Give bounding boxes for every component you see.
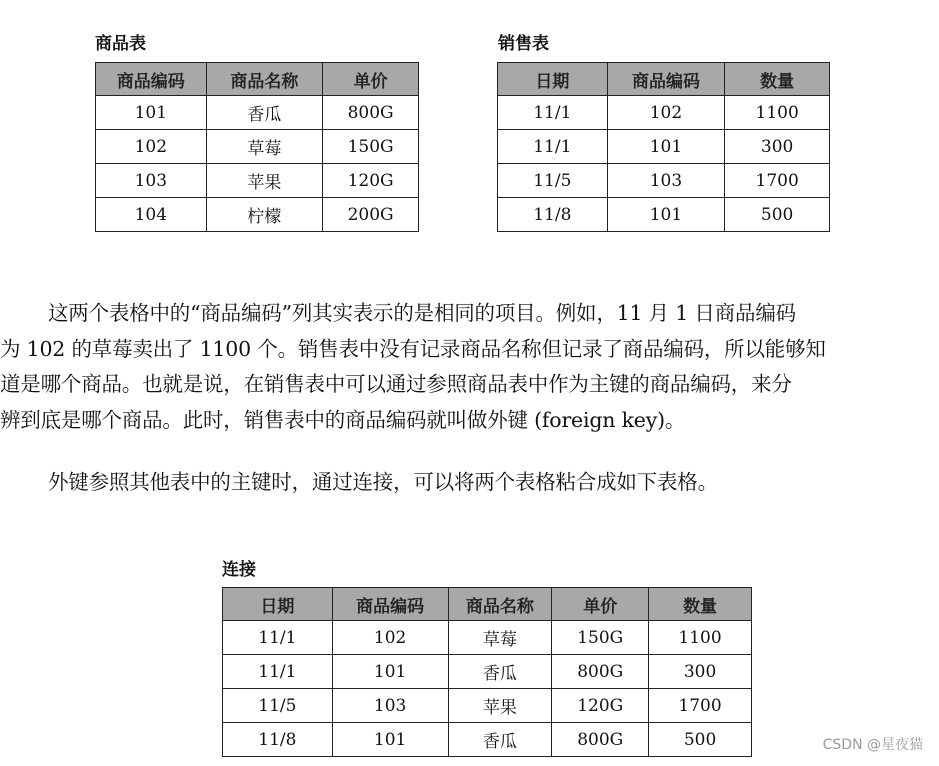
table-cell: 11/5 bbox=[498, 164, 608, 198]
body-paragraph-2 bbox=[0, 465, 939, 501]
table-cell: 800G bbox=[552, 655, 649, 689]
table-cell: 香瓜 bbox=[448, 655, 552, 689]
table-row bbox=[96, 164, 419, 198]
table-cell: 800G bbox=[552, 723, 649, 757]
paragraph-line: 道是哪个商品。也就是说，在销售表中可以通过参照商品表中作为主键的商品编码，来分 bbox=[0, 372, 792, 396]
table-cell: 11/1 bbox=[223, 621, 333, 655]
table-cell: 柠檬 bbox=[206, 198, 323, 232]
column-header: 日期 bbox=[223, 588, 333, 621]
table-cell: 11/1 bbox=[498, 96, 608, 130]
table-cell: 草莓 bbox=[448, 621, 552, 655]
table-cell: 500 bbox=[649, 723, 752, 757]
sales-table bbox=[497, 62, 830, 232]
table-row bbox=[96, 198, 419, 232]
table-cell: 苹果 bbox=[206, 164, 323, 198]
table-cell: 11/5 bbox=[223, 689, 333, 723]
table-row bbox=[223, 621, 752, 655]
table-cell: 苹果 bbox=[448, 689, 552, 723]
table-cell: 150G bbox=[323, 130, 419, 164]
body-paragraph-1 bbox=[0, 296, 939, 438]
column-header: 商品编码 bbox=[332, 588, 448, 621]
sales-table-caption: 销售表 bbox=[498, 34, 549, 54]
column-header: 单价 bbox=[323, 63, 419, 96]
watermark-text: CSDN @星夜猫 bbox=[822, 737, 923, 753]
column-header: 日期 bbox=[498, 63, 608, 96]
table-cell: 102 bbox=[607, 96, 725, 130]
table-cell: 101 bbox=[607, 198, 725, 232]
table-cell: 300 bbox=[649, 655, 752, 689]
products-table bbox=[95, 62, 419, 232]
table-cell: 11/8 bbox=[223, 723, 333, 757]
column-header: 商品编码 bbox=[96, 63, 207, 96]
table-cell: 500 bbox=[725, 198, 830, 232]
table-cell: 200G bbox=[323, 198, 419, 232]
table-row bbox=[223, 689, 752, 723]
table-cell: 103 bbox=[607, 164, 725, 198]
table-cell: 11/1 bbox=[223, 655, 333, 689]
table-cell: 草莓 bbox=[206, 130, 323, 164]
table-cell: 101 bbox=[332, 723, 448, 757]
column-header: 单价 bbox=[552, 588, 649, 621]
products-table-caption: 商品表 bbox=[95, 34, 146, 54]
table-header-row bbox=[96, 63, 419, 96]
table-row bbox=[498, 164, 830, 198]
table-cell: 103 bbox=[96, 164, 207, 198]
table-cell: 11/1 bbox=[498, 130, 608, 164]
join-table-caption: 连接 bbox=[222, 560, 256, 580]
column-header: 数量 bbox=[725, 63, 830, 96]
table-cell: 120G bbox=[552, 689, 649, 723]
paragraph-line: 辨到底是哪个商品。此时，销售表中的商品编码就叫做外键 (foreign key)。 bbox=[0, 407, 686, 432]
table-cell: 102 bbox=[332, 621, 448, 655]
column-header: 商品名称 bbox=[448, 588, 552, 621]
table-cell: 120G bbox=[323, 164, 419, 198]
table-cell: 300 bbox=[725, 130, 830, 164]
table-row bbox=[498, 96, 830, 130]
table-cell: 1700 bbox=[649, 689, 752, 723]
table-cell: 800G bbox=[323, 96, 419, 130]
paragraph-line: 为 102 的草莓卖出了 1100 个。销售表中没有记录商品名称但记录了商品编码，所以能够知 bbox=[0, 336, 826, 361]
paragraph-line: 这两个表格中的“商品编码”列其实表示的是相同的项目。例如，11 月 1 日商品编码 bbox=[48, 301, 796, 325]
table-cell: 101 bbox=[607, 130, 725, 164]
table-cell: 104 bbox=[96, 198, 207, 232]
table-cell: 1700 bbox=[725, 164, 830, 198]
table-cell: 香瓜 bbox=[206, 96, 323, 130]
column-header: 商品名称 bbox=[206, 63, 323, 96]
table-row bbox=[96, 130, 419, 164]
table-row bbox=[498, 198, 830, 232]
join-table bbox=[222, 587, 752, 757]
table-row bbox=[96, 96, 419, 130]
table-header-row bbox=[223, 588, 752, 621]
table-header-row bbox=[498, 63, 830, 96]
paragraph-line: 外键参照其他表中的主键时，通过连接，可以将两个表格粘合成如下表格。 bbox=[48, 470, 718, 494]
column-header: 商品编码 bbox=[607, 63, 725, 96]
table-cell: 103 bbox=[332, 689, 448, 723]
table-cell: 102 bbox=[96, 130, 207, 164]
column-header: 数量 bbox=[649, 588, 752, 621]
table-row bbox=[223, 655, 752, 689]
table-cell: 11/8 bbox=[498, 198, 608, 232]
table-cell: 香瓜 bbox=[448, 723, 552, 757]
table-cell: 101 bbox=[332, 655, 448, 689]
table-row bbox=[223, 723, 752, 757]
table-row bbox=[498, 130, 830, 164]
table-cell: 1100 bbox=[649, 621, 752, 655]
table-cell: 101 bbox=[96, 96, 207, 130]
table-cell: 1100 bbox=[725, 96, 830, 130]
table-cell: 150G bbox=[552, 621, 649, 655]
